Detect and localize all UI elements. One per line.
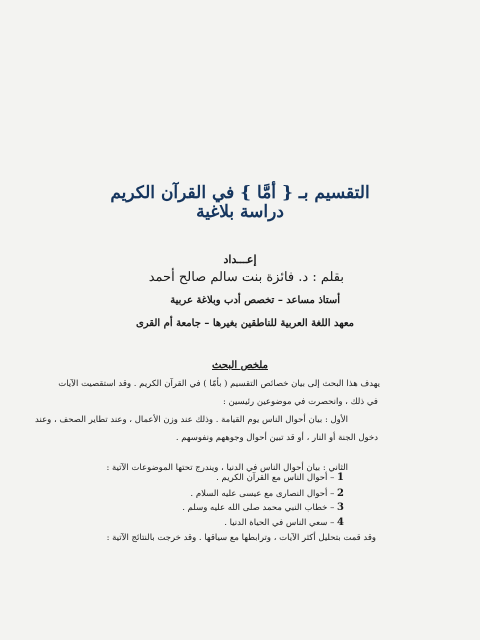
- title-line-2: دراسة بلاغية: [196, 202, 284, 222]
- abstract-heading: ملخص البحث: [212, 360, 268, 371]
- abstract-line: الأول : بيان أحوال الناس يوم القيامة . وذلك عند وزن الأعمال ، وعند تطاير الصحف ، وعند: [35, 415, 348, 425]
- abstract-line: وقد قمت بتحليل أكثر الآيات ، وترابطها مع سياقها . وقد خرجت بالنتائج الآتية :: [106, 533, 376, 543]
- list-item-text: – أحوال النصارى مع عيسى عليه السلام .: [190, 489, 335, 499]
- list-item-text: – سعي الناس في الحياة الدنيا .: [224, 518, 335, 528]
- author-role: أستاذ مساعد – تخصص أدب وبلاغة عربية: [170, 295, 340, 306]
- list-item-text: – أحوال الناس مع القرآن الكريم .: [216, 473, 335, 483]
- title-line-1: التقسيم بـ { أمَّا } في القرآن الكريم: [110, 183, 370, 203]
- abstract-line: الثاني : بيان أحوال الناس في الدنيا ، ويندرج تحتها الموضوعات الآتية :: [106, 463, 348, 473]
- list-item-number: 2: [337, 488, 344, 499]
- list-item-text: – خطاب النبي محمد صلى الله عليه وسلم .: [182, 503, 335, 513]
- list-item: [224, 517, 344, 529]
- list-item-number: 4: [337, 517, 344, 528]
- abstract-line: دخول الجنة أو النار ، أو قد تبين أحوال وجوههم ونفوسهم .: [175, 433, 378, 443]
- abstract-line: يهدف هذا البحث إلى بيان خصائص التقسيم ( بأمّا ) في القرآن الكريم . وقد استقصيت الآيات: [58, 379, 380, 389]
- list-item: [182, 502, 344, 514]
- abstract-line: في ذلك ، وانحصرت في موضوعين رئيسين :: [222, 397, 378, 407]
- author-name: بقلم : د. فائزة بنت سالم صالح أحمد: [148, 270, 344, 285]
- list-item-number: 3: [337, 502, 344, 513]
- list-item: [190, 488, 344, 500]
- prepared-by-label: إعـــداد: [223, 253, 257, 266]
- author-institution: معهد اللغة العربية للناطقين بغيرها – جامعة أم القرى: [135, 318, 354, 329]
- list-item: [216, 472, 344, 484]
- list-item-number: 1: [337, 472, 344, 483]
